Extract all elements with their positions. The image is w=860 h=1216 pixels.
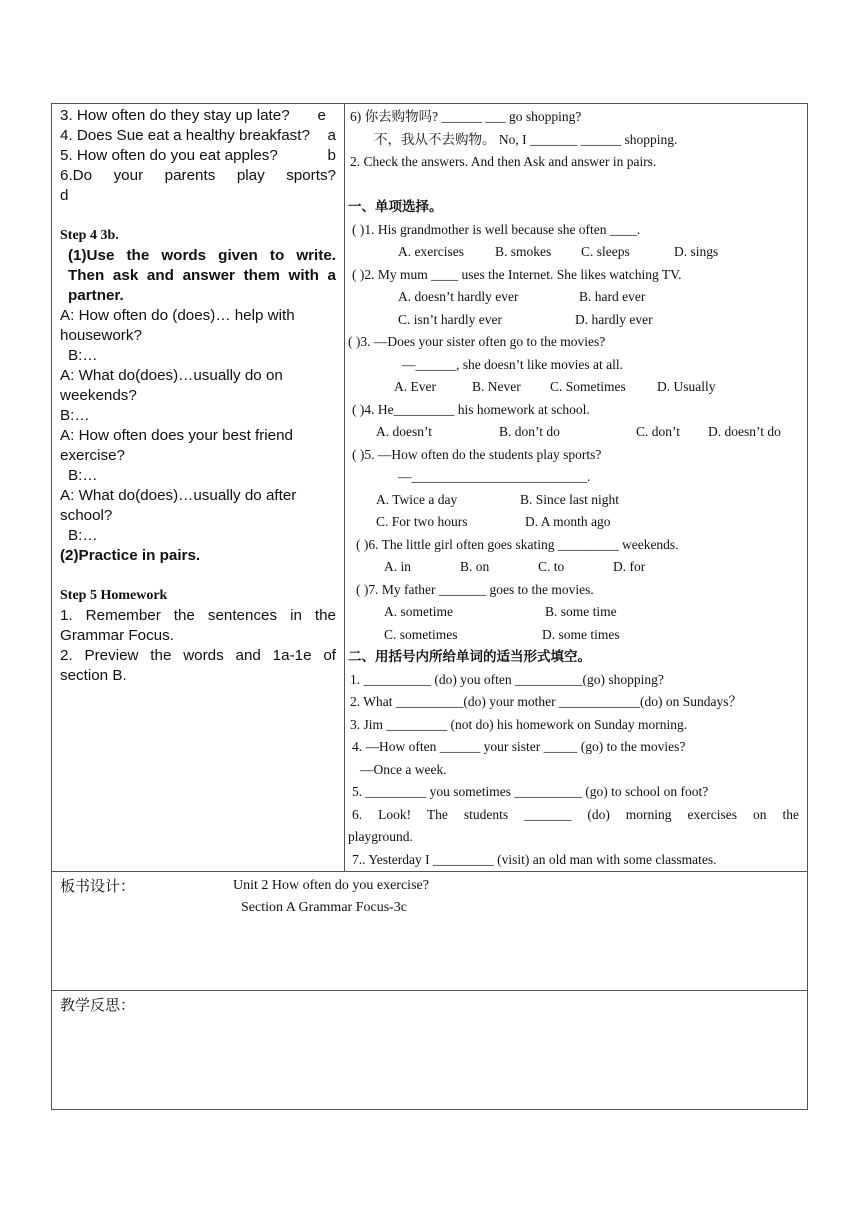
option: A. in [384, 559, 411, 574]
section-2-heading: 二、用括号内所给单词的适当形式填空。 [348, 649, 591, 665]
mc-options-5b [348, 511, 799, 534]
option: D. for [613, 559, 646, 574]
homework-2: 2. Preview the words and 1a-1e of section B. [60, 647, 336, 684]
dialog-line-8: B:… [68, 527, 98, 544]
fill-line-5: 5. _________ you sometimes __________ (go) to school on foot? [352, 784, 709, 799]
fill-line-3: 3. Jim _________ (not do) his homework on Sunday morning. [350, 716, 688, 732]
match-answer-4: a [327, 127, 336, 144]
option: D. some times [542, 626, 620, 642]
mc-question-3: ( )3. —Does your sister often go to the movies? [348, 334, 606, 349]
match-question-5: 5. How often do you eat apples? [60, 147, 278, 164]
option: C. Sometimes [550, 379, 626, 394]
option: A. Ever [394, 379, 436, 394]
mc-question-2: ( )2. My mum ____ uses the Internet. She likes watching TV. [352, 266, 682, 282]
dialog-line-6: B:… [68, 467, 98, 484]
right-line-3: 2. Check the answers. And then Ask and answer in pairs. [350, 154, 657, 169]
practice-line: (2)Practice in pairs. [60, 547, 201, 564]
option: B. on [460, 559, 490, 574]
board-design-cell [52, 872, 808, 991]
dialog-line-4: B:… [60, 407, 90, 424]
match-question-4: 4. Does Sue eat a healthy breakfast? [60, 127, 310, 144]
mc-options-7b [348, 624, 799, 647]
section-1-heading: 一、单项选择。 [348, 199, 443, 215]
dialog-line-2: B:… [68, 347, 98, 364]
option: C. sometimes [384, 626, 458, 642]
fill-line-2: 2. What __________(do) your mother ____________(do) on Sundays？ [350, 694, 742, 709]
fill-line-6: 6. Look! The students _______ (do) morning exercises on the [352, 806, 799, 822]
mc-question-6: ( )6. The little girl often goes skating _________ weekends. [356, 536, 679, 552]
match-line-3 [60, 106, 336, 126]
dialog-line-3: A: What do(does)…usually do on weekends? [60, 367, 283, 404]
right-line-1: 6) 你去购物吗? ______ ___ go shopping? [350, 109, 582, 124]
option: B. Never [472, 379, 521, 394]
option: B. some time [545, 604, 617, 619]
board-title-section: Section A Grammar Focus-3c [241, 900, 408, 915]
match-line-4 [60, 126, 336, 146]
option: A. doesn’t hardly ever [398, 289, 519, 304]
option: C. don’t [636, 424, 681, 439]
option: D. Usually [657, 379, 716, 394]
match-line-5 [60, 146, 336, 166]
option: D. sings [674, 244, 719, 259]
option: D. doesn’t do [708, 424, 781, 439]
fill-line-1: 1. __________ (do) you often __________(go) shopping? [350, 671, 664, 687]
mc-question-1: ( )1. His grandmother is well because she often ____. [352, 221, 641, 237]
mc-question-5: ( )5. —How often do the students play sports? [352, 446, 602, 462]
mc-options-6 [348, 556, 799, 579]
match-answer-3: e [317, 107, 326, 124]
homework-1: 1. Remember the sentences in the Grammar Focus. [60, 607, 336, 644]
step4-instruction: (1)Use the words given to write. Then ask and answer them with a partner. [68, 247, 336, 304]
blank-line [348, 174, 799, 197]
mc-options-3 [348, 376, 799, 399]
option: B. don’t do [499, 424, 560, 439]
left-column [52, 104, 345, 872]
mc-question-7: ( )7. My father _______ goes to the movies. [356, 581, 594, 597]
mc-question-5-reply: —__________________________. [398, 469, 591, 484]
fill-line-6-cont: playground. [348, 829, 413, 844]
option: C. For two hours [376, 514, 468, 529]
mc-options-4 [348, 421, 799, 444]
option: A. Twice a day [376, 491, 458, 507]
match-line-6: 6.Do your parents play sports? [60, 167, 336, 184]
option: C. isn’t hardly ever [398, 311, 502, 327]
step4-heading: Step 4 3b. [60, 228, 119, 243]
step5-heading: Step 5 Homework [60, 588, 168, 603]
fill-line-7: 7.. Yesterday I _________ (visit) an old man with some classmates. [352, 851, 717, 867]
fill-line-4: 4. —How often ______ your sister _____ (go) to the movies? [352, 739, 686, 754]
mc-question-4: ( )4. He_________ his homework at school. [352, 401, 590, 417]
option: D. hardly ever [575, 311, 653, 327]
option: C. sleeps [581, 244, 630, 259]
board-title-unit: Unit 2 How often do you exercise? [233, 878, 429, 893]
reflection-cell [52, 991, 808, 1110]
option: A. doesn’t [376, 424, 432, 439]
dialog-line-1: A: How often do (does)… help with housework? [60, 307, 295, 344]
match-question-3: 3. How often do they stay up late? [60, 107, 290, 124]
option: B. Since last night [520, 491, 619, 507]
right-line-2: 不，我从不去购物。 No, I _______ ______ shopping. [374, 131, 678, 147]
lesson-plan-table [51, 103, 808, 1110]
mc-question-3-reply: —______, she doesn’t like movies at all. [402, 356, 623, 372]
mc-options-5a [348, 489, 799, 512]
mc-options-2b [348, 309, 799, 332]
fill-line-4-answer: —Once a week. [360, 761, 447, 777]
lesson-plan-page [51, 103, 807, 1093]
match-answer-6: d [60, 187, 69, 204]
option: B. hard ever [579, 289, 646, 304]
right-column [345, 104, 808, 872]
mc-options-7a [348, 601, 799, 624]
mc-options-1 [348, 241, 799, 264]
reflection-label: 教学反思： [60, 996, 136, 1014]
option: B. smokes [495, 244, 552, 259]
option: A. exercises [398, 244, 464, 259]
option: A. sometime [384, 604, 453, 619]
mc-options-2a [348, 286, 799, 309]
option: D. A month ago [525, 514, 611, 529]
board-design-label: 板书设计： [60, 877, 136, 895]
dialog-line-5: A: How often does your best friend exercise? [60, 427, 294, 464]
match-answer-5: b [327, 147, 336, 164]
dialog-line-7: A: What do(does)…usually do after school? [60, 487, 297, 524]
option: C. to [538, 559, 565, 574]
